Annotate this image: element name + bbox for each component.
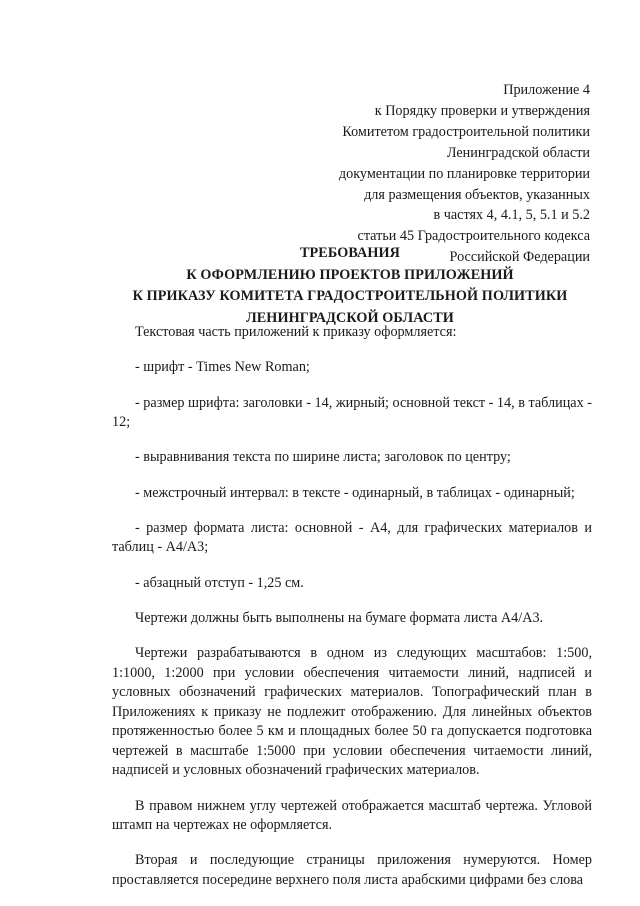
- body-paragraph: Текстовая часть приложений к приказу оформляется:: [135, 324, 457, 340]
- appendix-line: к Порядку проверки и утверждения: [374, 102, 590, 119]
- appendix-line: Российской Федерации: [449, 249, 590, 266]
- body-paragraph: - абзацный отступ - 1,25 см.: [135, 574, 304, 591]
- appendix-header: [260, 80, 590, 268]
- title-line: К ОФОРМЛЕНИЮ ПРОЕКТОВ ПРИЛОЖЕНИЙ: [186, 266, 514, 283]
- body-paragraph: - шрифт - Times New Roman;: [135, 359, 310, 376]
- document-body: [112, 323, 592, 906]
- body-paragraph: Чертежи разрабатываются в одном из следующих масштабов: 1:500, 1:1000, 1:2000 при условии обеспечения читаемости линий, надписей и условных обозначений графических материалов. Топографический план в Приложениях к приказу не подлежит отображению. Для линейных объектов протяженностью более 5 км и площадных более 50 га допускается подготовка чертежей в масштабе 1:5000 при условии обеспечения читаемости линий, надписей и условных обозначений графических материалов.: [112, 645, 592, 779]
- body-paragraph: - размер формата листа: основной - А4, для графических материалов и таблиц - А4/А3;: [112, 519, 592, 556]
- body-paragraph: - размер шрифта: заголовки - 14, жирный; основной текст - 14, в таблицах - 12;: [112, 394, 592, 431]
- appendix-line: статьи 45 Градостроительного кодекса: [357, 228, 590, 245]
- appendix-line: Комитетом градостроительной политики: [342, 123, 590, 140]
- title-line: ЛЕНИНГРАДСКОЙ ОБЛАСТИ: [246, 309, 454, 326]
- appendix-line: документации по планировке территории: [338, 165, 590, 182]
- body-paragraph: - выравнивания текста по ширине листа; заголовок по центру;: [135, 449, 511, 466]
- title-line: ТРЕБОВАНИЯ: [299, 245, 401, 261]
- body-paragraph: Чертежи должны быть выполнены на бумаге формата листа А4/А3.: [135, 610, 544, 627]
- appendix-line: Приложение 4: [503, 82, 590, 98]
- body-paragraph: В правом нижнем углу чертежей отображается масштаб чертежа. Угловой штамп на чертежах не оформляется.: [112, 797, 592, 834]
- document-title: [100, 243, 600, 329]
- body-paragraph: Вторая и последующие страницы приложения нумеруются. Номер проставляется посередине верхнего поля листа арабскими цифрами без слова: [112, 852, 592, 888]
- title-line: К ПРИКАЗУ КОМИТЕТА ГРАДОСТРОИТЕЛЬНОЙ ПОЛИТИКИ: [132, 288, 568, 304]
- appendix-line: в частях 4, 4.1, 5, 5.1 и 5.2: [433, 207, 590, 224]
- body-paragraph: - межстрочный интервал: в тексте - одинарный, в таблицах - одинарный;: [135, 484, 575, 501]
- appendix-line: Ленинградской области: [446, 144, 590, 161]
- appendix-line: для размещения объектов, указанных: [364, 186, 590, 203]
